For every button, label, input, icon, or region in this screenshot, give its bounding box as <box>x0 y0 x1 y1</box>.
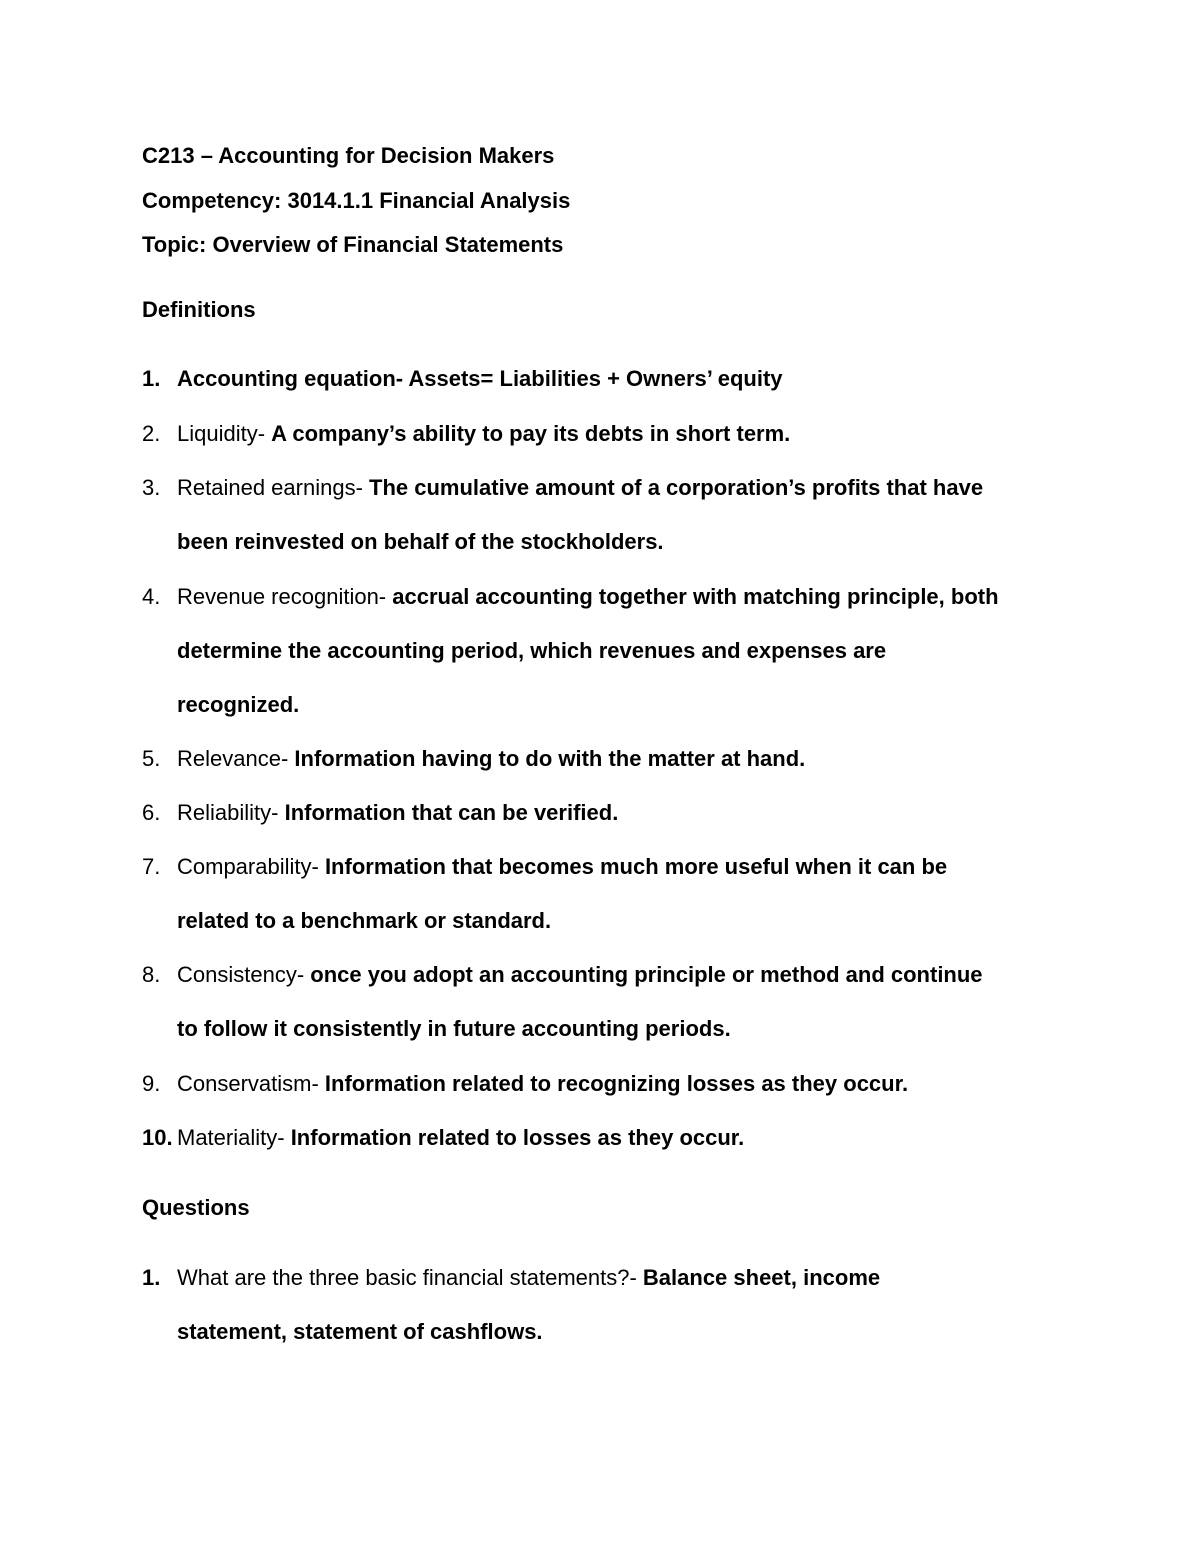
definition-text: Information related to recognizing losses as they occur. <box>324 1071 909 1096</box>
item-number: 1. <box>142 366 161 391</box>
definition-text-continued: related to a benchmark or standard. <box>177 908 552 933</box>
definition-text-continued: to follow it consistently in future accounting periods. <box>177 1016 731 1041</box>
definition-text: once you adopt an accounting principle or method and continue <box>310 962 983 987</box>
course-title: C213 – Accounting for Decision Makers <box>142 143 555 168</box>
definition-text: Information that can be verified. <box>284 800 619 825</box>
definition-text: accrual accounting together with matching principle, both <box>392 584 999 609</box>
definition-line <box>177 746 805 772</box>
definition-line <box>177 421 790 447</box>
definition-text: A company’s ability to pay its debts in short term. <box>271 421 791 446</box>
definition-line <box>177 854 947 880</box>
definition-term: Conservatism- <box>177 1071 325 1096</box>
definition-text: Information having to do with the matter at hand. <box>294 746 806 771</box>
definitions-heading: Definitions <box>142 297 256 322</box>
definition-line <box>177 962 983 988</box>
definition-text: Information related to losses as they occur. <box>290 1125 745 1150</box>
definition-term: Consistency- <box>177 962 311 987</box>
answer-text-continued: statement, statement of cashflows. <box>177 1319 543 1344</box>
definition-line <box>177 1071 908 1097</box>
definition-term: Relevance- <box>177 746 295 771</box>
definition-line <box>177 475 983 501</box>
question-line <box>177 1265 880 1291</box>
definition-text-continued: been reinvested on behalf of the stockholders. <box>177 529 664 554</box>
item-number: 5. <box>142 746 161 771</box>
definition-line <box>177 584 999 610</box>
answer-text: Balance sheet, income <box>642 1265 881 1290</box>
definition-term: Revenue recognition- <box>177 584 393 609</box>
definition-text-continued: recognized. <box>177 692 300 717</box>
definition-text: Accounting equation- Assets= Liabilities + Owners’ equity <box>177 366 783 391</box>
definition-term: Materiality- <box>177 1125 291 1150</box>
item-number: 4. <box>142 584 161 609</box>
question-text: What are the three basic financial statements?- <box>177 1265 643 1290</box>
item-number: 9. <box>142 1071 161 1096</box>
definition-line <box>177 1125 744 1151</box>
item-number: 1. <box>142 1265 161 1290</box>
definition-term: Retained earnings- <box>177 475 370 500</box>
item-number: 3. <box>142 475 161 500</box>
definition-text-continued: determine the accounting period, which revenues and expenses are <box>177 638 887 663</box>
item-number: 7. <box>142 854 161 879</box>
definition-term: Liquidity- <box>177 421 272 446</box>
definition-term: Comparability- <box>177 854 325 879</box>
definition-text: Information that becomes much more useful when it can be <box>324 854 948 879</box>
item-number: 10. <box>142 1125 173 1150</box>
questions-heading: Questions <box>142 1195 250 1220</box>
definition-line <box>177 800 618 826</box>
competency-line: Competency: 3014.1.1 Financial Analysis <box>142 188 571 213</box>
definition-term: Reliability- <box>177 800 285 825</box>
item-number: 2. <box>142 421 161 446</box>
item-number: 6. <box>142 800 161 825</box>
item-number: 8. <box>142 962 161 987</box>
definition-text: The cumulative amount of a corporation’s profits that have <box>369 475 984 500</box>
topic-line: Topic: Overview of Financial Statements <box>142 232 564 257</box>
